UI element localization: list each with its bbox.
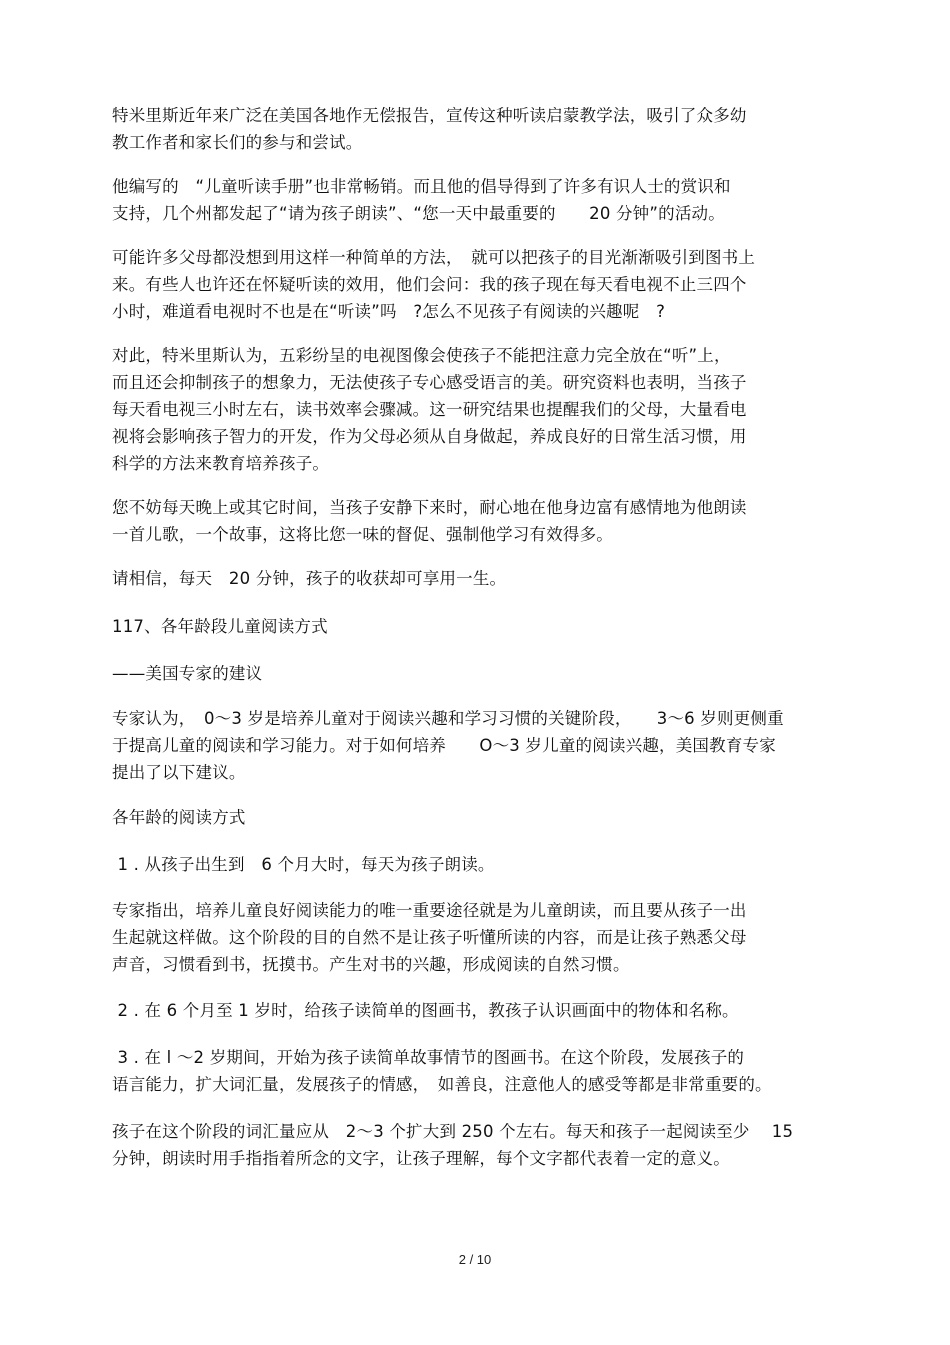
- paragraph-4-line-2: 而且还会抑制孩子的想象力，无法使孩子专心感受语言的美。研究资料也表明，当孩子: [112, 373, 747, 392]
- paragraph-13-line-1: 2 . 在 6 个月至 1 岁时，给孩子读简单的图画书，教孩子认识画面中的物体和名称。: [112, 1001, 739, 1020]
- paragraph-15-line-2: 分钟，朗读时用手指指着所念的文字，让孩子理解，每个文字都代表着一定的意义。: [112, 1149, 730, 1168]
- paragraph-3-line-1: 可能许多父母都没想到用这样一种简单的方法， 就可以把孩子的目光渐渐吸引到图书上: [112, 248, 756, 267]
- paragraph-11-line-1: 1 . 从孩子出生到 6 个月大时，每天为孩子朗读。: [112, 855, 495, 874]
- paragraph-9-line-3: 提出了以下建议。: [112, 763, 246, 782]
- paragraph-8-line-1: ——美国专家的建议: [112, 664, 263, 683]
- paragraph-10-line-1: 各年龄的阅读方式: [112, 808, 246, 827]
- paragraph-2-line-1: 他编写的 “儿童听读手册”也非常畅销。而且他的倡导得到了许多有识人士的赏识和: [112, 177, 731, 196]
- paragraph-4-line-5: 科学的方法来教育培养孩子。: [112, 454, 330, 473]
- paragraph-4-line-3: 每天看电视三小时左右，读书效率会骤减。这一研究结果也提醒我们的父母，大量看电: [112, 400, 747, 419]
- paragraph-12-line-3: 声音，习惯看到书，抚摸书。产生对书的兴趣，形成阅读的自然习惯。: [112, 955, 630, 974]
- paragraph-4-line-1: 对此，特米里斯认为，五彩纷呈的电视图像会使孩子不能把注意力完全放在“听”上，: [112, 346, 731, 365]
- paragraph-14-line-2: 语言能力，扩大词汇量，发展孩子的情感， 如善良，注意他人的感受等都是非常重要的。: [112, 1075, 772, 1094]
- paragraph-12-line-2: 生起就这样做。这个阶段的目的自然不是让孩子听懂所读的内容，而是让孩子熟悉父母: [112, 928, 747, 947]
- paragraph-6-line-1: 请相信，每天 20 分钟，孩子的收获却可享用一生。: [112, 569, 507, 588]
- paragraph-4-line-4: 视将会影响孩子智力的开发，作为父母必须从自身做起，养成良好的日常生活习惯，用: [112, 427, 747, 446]
- page-number: 2 / 10: [458, 1252, 492, 1267]
- paragraph-5-line-2: 一首儿歌，一个故事，这将比您一味的督促、强制他学习有效得多。: [112, 525, 613, 544]
- paragraph-15-line-1: 孩子在这个阶段的词汇量应从 2～3 个扩大到 250 个左右。每天和孩子一起阅读至少 15: [112, 1122, 794, 1141]
- paragraph-12-line-1: 专家指出，培养儿童良好阅读能力的唯一重要途径就是为儿童朗读，而且要从孩子一出: [112, 901, 747, 920]
- paragraph-3-line-3: 小时，难道看电视时不也是在“听读”吗 ?怎么不见孩子有阅读的兴趣呢 ?: [112, 302, 666, 321]
- paragraph-1-line-1: 特米里斯近年来广泛在美国各地作无偿报告，宣传这种听读启蒙教学法，吸引了众多幼: [112, 106, 747, 125]
- paragraph-5-line-1: 您不妨每天晚上或其它时间，当孩子安静下来时，耐心地在他身边富有感情地为他朗读: [112, 498, 747, 517]
- paragraph-7-line-1: 117、各年龄段儿童阅读方式: [112, 617, 328, 636]
- paragraph-2-line-2: 支持，几个州都发起了“请为孩子朗读”、“您一天中最重要的 20 分钟”的活动。: [112, 204, 725, 223]
- paragraph-9-line-1: 专家认为， 0～3 岁是培养儿童对于阅读兴趣和学习习惯的关键阶段， 3～6 岁则更侧重: [112, 709, 784, 728]
- paragraph-1-line-2: 教工作者和家长们的参与和尝试。: [112, 133, 363, 152]
- paragraph-9-line-2: 于提高儿童的阅读和学习能力。对于如何培养 O～3 岁儿童的阅读兴趣，美国教育专家: [112, 736, 776, 755]
- paragraph-3-line-2: 来。有些人也许还在怀疑听读的效用，他们会问：我的孩子现在每天看电视不止三四个: [112, 275, 747, 294]
- paragraph-14-line-1: 3 . 在 l ～2 岁期间，开始为孩子读简单故事情节的图画书。在这个阶段，发展孩子的: [112, 1048, 745, 1067]
